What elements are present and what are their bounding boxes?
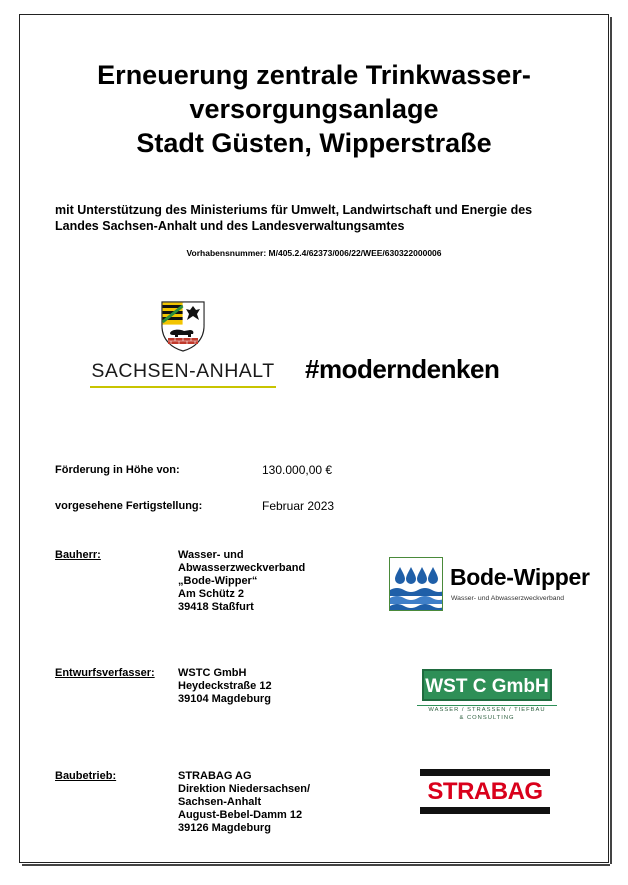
client-line: „Bode-Wipper“: [178, 575, 258, 587]
contractor-line: STRABAG AG: [178, 770, 252, 782]
state-name: SACHSEN-ANHALT: [91, 360, 275, 382]
designer-address: [178, 667, 272, 706]
coat-of-arms-icon: [160, 300, 206, 352]
title-line-2: versorgungsanlage: [189, 94, 439, 124]
contractor-line: August-Bebel-Damm 12: [178, 809, 303, 821]
logo-bar-bottom: [420, 807, 550, 814]
sachsen-anhalt-logo: [90, 300, 276, 392]
funding-label: Förderung in Höhe von:: [55, 464, 180, 476]
client-address: [178, 549, 305, 614]
bode-wipper-logo: [389, 557, 590, 613]
designer-logo-subtitle-2: & CONSULTING: [459, 715, 515, 721]
water-drops-icon: [389, 557, 443, 611]
state-underline: [90, 386, 276, 388]
designer-line: Heydeckstraße 12: [178, 680, 272, 692]
support-line-1: mit Unterstützung des Ministeriums für Umwelt, Landwirtschaft und Energie des: [55, 203, 533, 217]
title-line-3: Stadt Güsten, Wipperstraße: [136, 128, 492, 158]
contractor-address: [178, 770, 310, 835]
client-line: Abwasserzweckverband: [178, 562, 306, 574]
campaign-hashtag: #moderndenken: [305, 354, 500, 384]
contractor-line: Direktion Niedersachsen/: [178, 783, 311, 795]
designer-line: 39104 Magdeburg: [178, 693, 271, 705]
page-title: [0, 58, 628, 160]
completion-label: vorgesehene Fertigstellung:: [55, 500, 203, 512]
designer-logo-name: WST C GmbH: [422, 669, 552, 701]
designer-line: WSTC GmbH: [178, 667, 247, 679]
designer-logo-subtitle: WASSER / STRASSEN / TIEFBAU: [417, 705, 557, 713]
logo-bar-top: [420, 769, 550, 776]
support-statement: [55, 202, 585, 234]
contractor-logo-name: STRABAG: [427, 778, 543, 805]
title-line-1: Erneuerung zentrale Trinkwasser-: [97, 60, 531, 90]
project-number: Vorhabensnummer: M/405.2.4/62373/006/22/WEE/630322000006: [186, 248, 442, 258]
wstc-logo: [417, 669, 557, 725]
support-line-2: Landes Sachsen-Anhalt und des Landesverwaltungsamtes: [55, 219, 405, 233]
contractor-line: 39126 Magdeburg: [178, 822, 271, 834]
completion-value: Februar 2023: [262, 499, 335, 513]
designer-role: Entwurfsverfasser:: [55, 667, 155, 679]
client-role: Bauherr:: [55, 549, 101, 561]
strabag-logo: [420, 769, 550, 815]
client-line: Am Schütz 2: [178, 588, 245, 600]
contractor-role: Baubetrieb:: [55, 770, 117, 782]
client-logo-name: Bode-Wipper: [450, 564, 590, 590]
contractor-line: Sachsen-Anhalt: [178, 796, 262, 808]
client-line: 39418 Staßfurt: [178, 601, 254, 613]
funding-value: 130.000,00 €: [262, 463, 333, 477]
client-logo-subtitle: Wasser- und Abwasserzweckverband: [451, 595, 565, 602]
client-line: Wasser- und: [178, 549, 244, 561]
